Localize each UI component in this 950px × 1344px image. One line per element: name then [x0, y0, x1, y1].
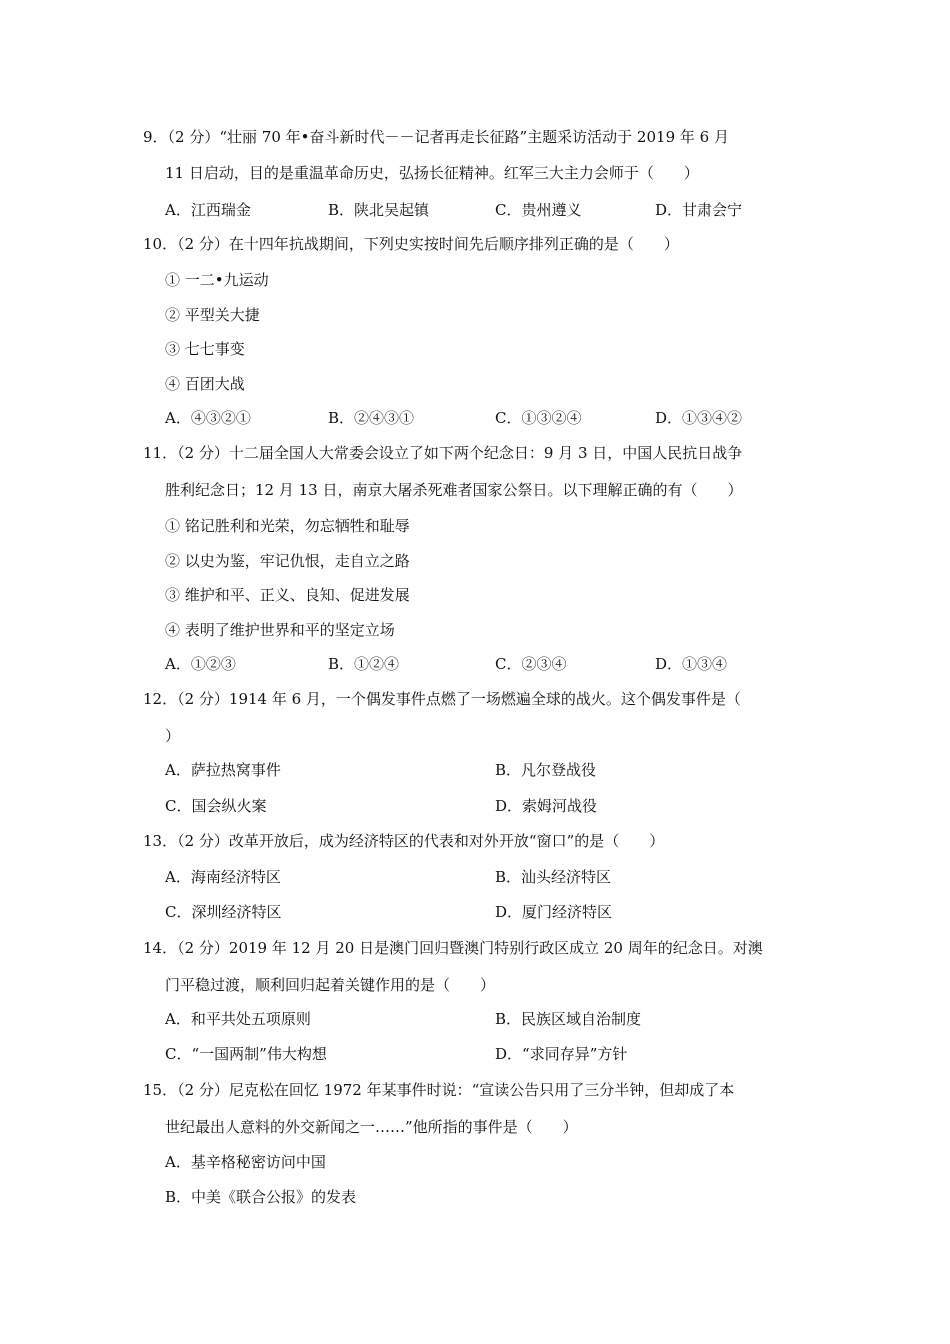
question-9-stem: 9．（2 分）“壮丽 70 年•奋斗新时代－－记者再走长征路”主题采访活动于 2019 年 6 月: [143, 128, 729, 146]
question-15-stem-continued: 世纪最出人意料的外交新闻之一……”他所指的事件是（ ）: [165, 1118, 578, 1136]
question-9-stem-continued: 11 日启动，目的是重温革命历史，弘扬长征精神。红军三大主力会师于（ ）: [165, 164, 699, 182]
question-10-item-1: ① 一二•九运动: [165, 271, 269, 289]
question-13-option-a: A．海南经济特区: [165, 868, 281, 886]
question-11-option-b: B．①②④: [328, 655, 400, 673]
question-10-option-c: C．①③②④: [495, 409, 582, 427]
question-13-option-c: C．深圳经济特区: [165, 903, 282, 921]
question-12-option-a: A．萨拉热窝事件: [165, 761, 281, 779]
question-14-stem-continued: 门平稳过渡，顺利回归起着关键作用的是（ ）: [165, 976, 496, 994]
question-11-option-d: D．①③④: [655, 655, 728, 673]
question-12-stem: 12．（2 分）1914 年 6 月，一个偶发事件点燃了一场燃遍全球的战火。这个偶发事件是（: [143, 690, 741, 708]
question-11-item-1: ① 铭记胜利和光荣，勿忘牺牲和耻辱: [165, 517, 410, 535]
question-11-item-4: ④ 表明了维护世界和平的坚定立场: [165, 621, 395, 639]
question-9-option-d: D．甘肃会宁: [655, 201, 743, 219]
question-11-option-a: A．①②③: [165, 655, 236, 673]
question-11-item-3: ③ 维护和平、正义、良知、促进发展: [165, 586, 410, 604]
question-14-option-a: A．和平共处五项原则: [165, 1010, 311, 1028]
question-10-option-d: D．①③④②: [655, 409, 743, 427]
question-10-item-2: ② 平型关大捷: [165, 306, 260, 324]
question-14-option-d: D．“求同存异”方针: [495, 1045, 628, 1063]
question-14-option-c: C．“一国两制”伟大构想: [165, 1045, 327, 1063]
question-9-option-c: C．贵州遵义: [495, 201, 582, 219]
question-15-stem: 15．（2 分）尼克松在回忆 1972 年某事件时说：“宣读公告只用了三分半钟，但却成了本: [143, 1081, 735, 1099]
question-9-option-b: B．陕北吴起镇: [328, 201, 430, 219]
question-12-option-b: B．凡尔登战役: [495, 761, 597, 779]
question-13-option-b: B．汕头经济特区: [495, 868, 612, 886]
question-11-stem-continued: 胜利纪念日；12 月 13 日，南京大屠杀死难者国家公祭日。以下理解正确的有（ ）: [165, 481, 743, 499]
question-11-stem: 11．（2 分）十二届全国人大常委会设立了如下两个纪念日：9 月 3 日，中国人民抗日战争: [143, 444, 743, 462]
question-9-option-a: A．江西瑞金: [165, 201, 251, 219]
question-10-option-a: A．④③②①: [165, 409, 251, 427]
question-10-stem: 10．（2 分）在十四年抗战期间，下列史实按时间先后顺序排列正确的是（ ）: [143, 235, 679, 253]
question-10-item-3: ③ 七七事变: [165, 340, 245, 358]
question-15-option-b: B．中美《联合公报》的发表: [165, 1188, 357, 1206]
question-13-option-d: D．厦门经济特区: [495, 903, 613, 921]
question-14-option-b: B．民族区域自治制度: [495, 1010, 642, 1028]
question-12-option-d: D．索姆河战役: [495, 797, 598, 815]
question-15-option-a: A．基辛格秘密访问中国: [165, 1153, 326, 1171]
question-13-stem: 13．（2 分）改革开放后，成为经济特区的代表和对外开放“窗口”的是（ ）: [143, 832, 665, 850]
question-11-option-c: C．②③④: [495, 655, 567, 673]
question-10-item-4: ④ 百团大战: [165, 375, 245, 393]
question-12-option-c: C．国会纵火案: [165, 797, 267, 815]
question-12-stem-continued: ）: [165, 727, 181, 745]
question-10-option-b: B．②④③①: [328, 409, 415, 427]
question-11-item-2: ② 以史为鉴，牢记仇恨，走自立之路: [165, 552, 410, 570]
question-14-stem: 14．（2 分）2019 年 12 月 20 日是澳门回归暨澳门特别行政区成立 20 周年的纪念日。对澳: [143, 939, 763, 957]
